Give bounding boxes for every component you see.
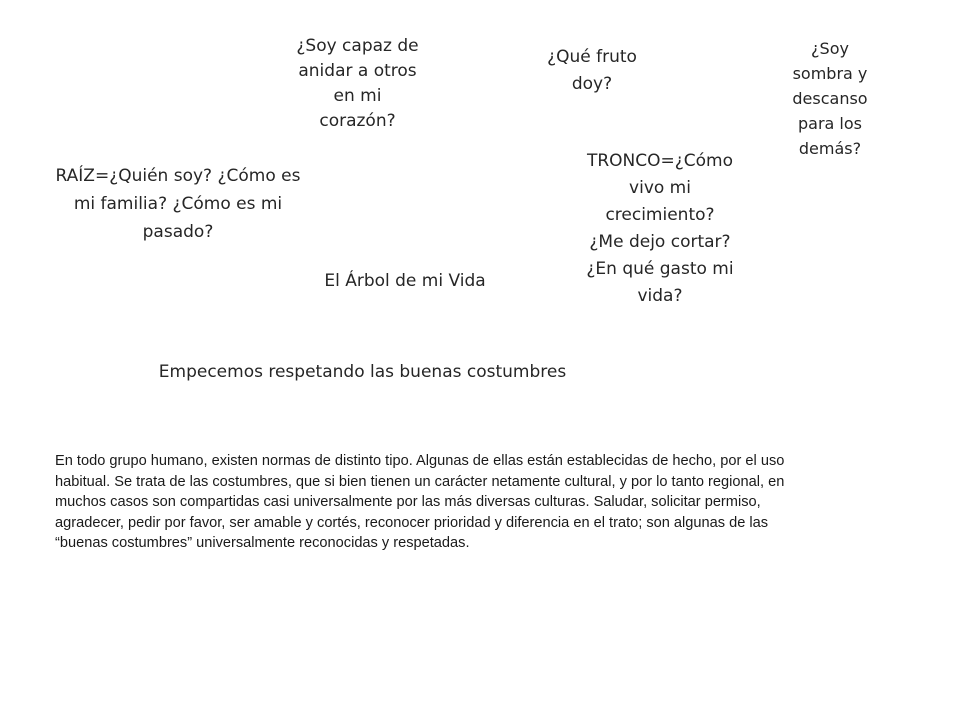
body-paragraph: En todo grupo humano, existen normas de distinto tipo. Algunas de ellas están establecidas de hecho, por el uso habitual. Se trata de las costumbres, que si bien tienen un carácter netamente cultural, y por lo tanto regional, en muchos casos son compartidas casi universalmente por las más diversas culturas. Saludar, solicitar permiso, agradecer, pedir por favor, ser amable y cortés, reconocer prioridad y diferencia en el trato; son algunas de las “buenas costumbres” universalmente reconocidas y respetadas. [55,453,785,551]
question-nest-others: ¿Soy capaz de anidar a otros en mi corazón? [296,36,419,131]
slide-title: El Árbol de mi Vida [324,271,486,291]
question-what-fruit: ¿Qué fruto doy? [547,47,637,94]
slide-subtitle: Empecemos respetando las buenas costumbres [158,362,567,382]
root-questions: RAÍZ=¿Quién soy? ¿Cómo es mi familia? ¿Cómo es mi pasado? [55,166,301,242]
trunk-questions: TRONCO=¿Cómo vivo mi crecimiento? ¿Me dejo cortar? ¿En qué gasto mi vida? [586,151,734,306]
question-shade-and-rest: ¿Soy sombra y descanso para los demás? [792,39,868,158]
